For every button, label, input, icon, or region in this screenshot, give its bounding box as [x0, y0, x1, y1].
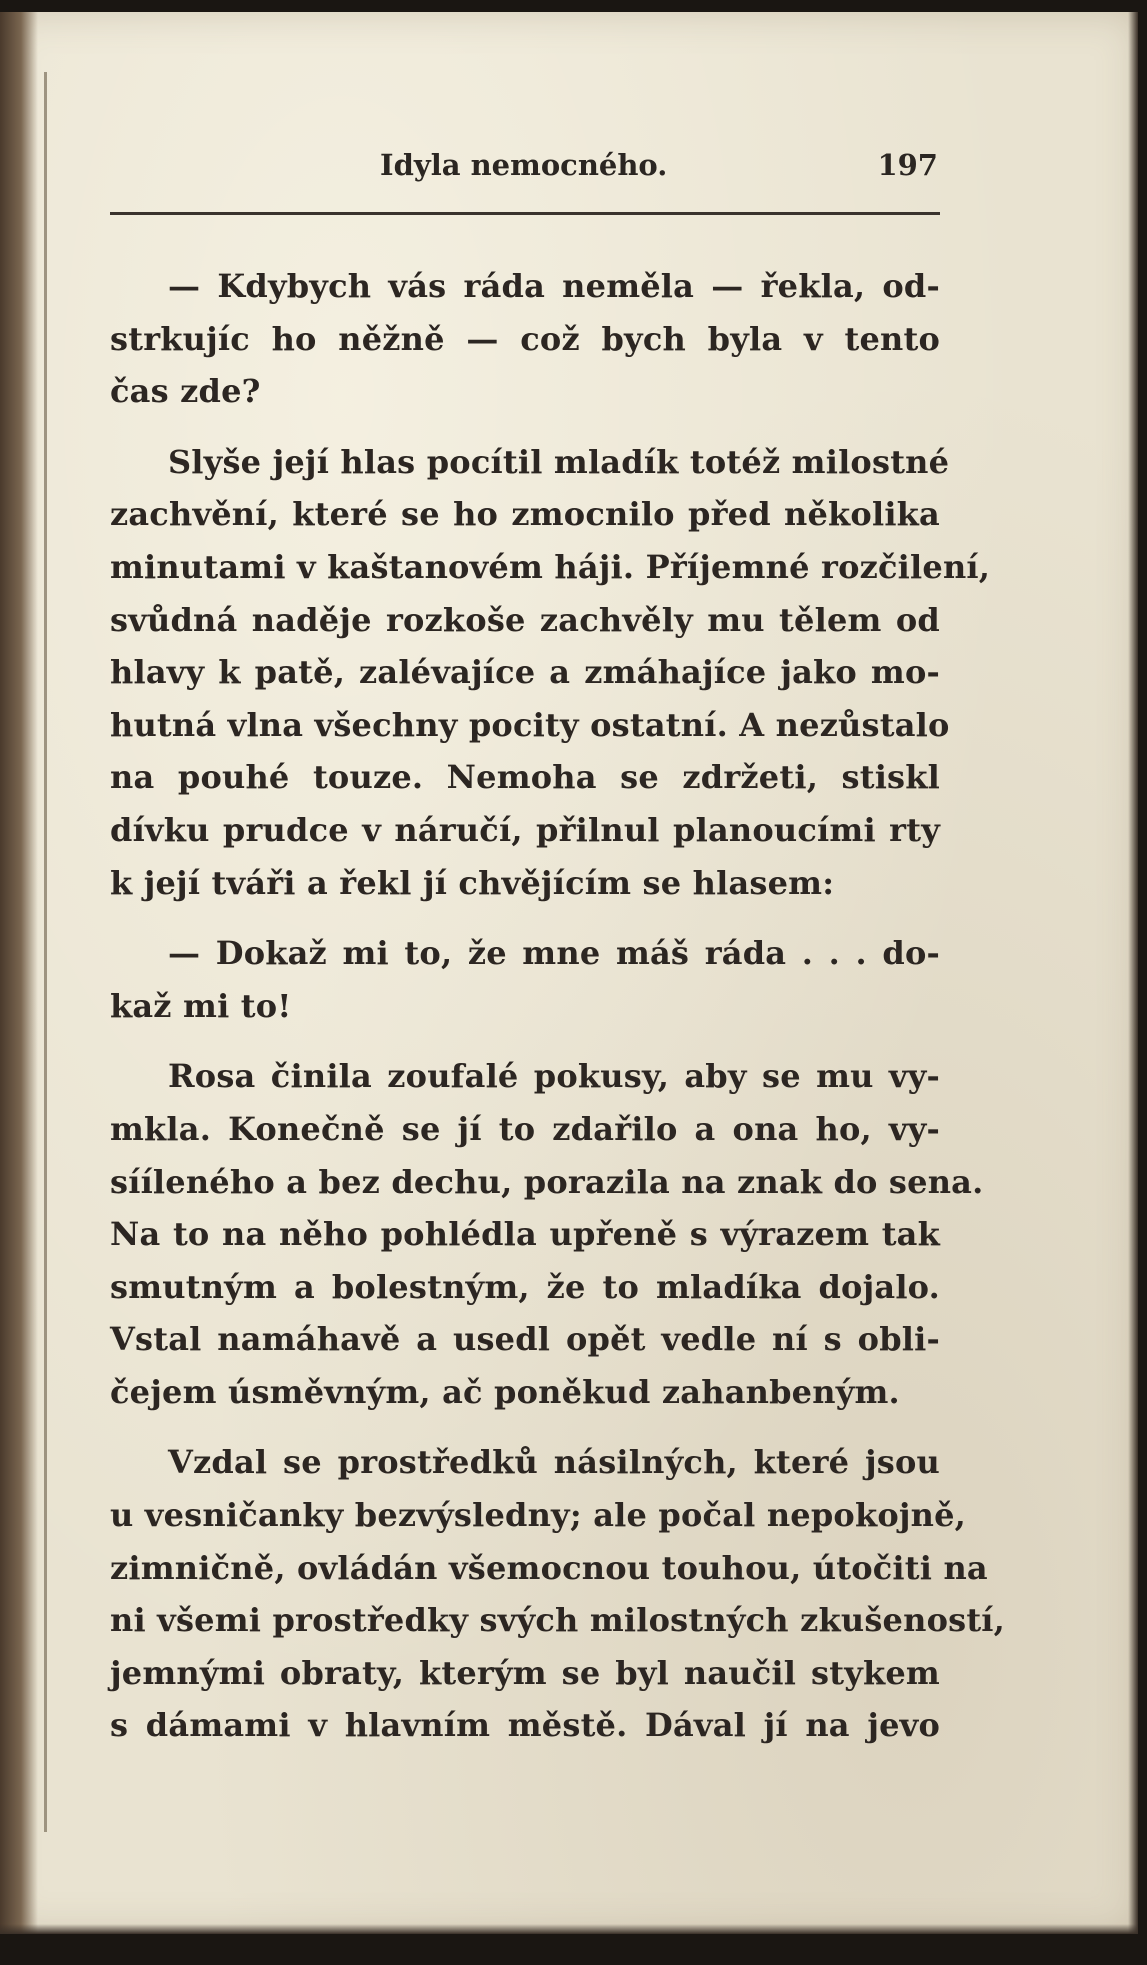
text-line: u vesničanky bezvýsledny; ale počal nepokojně, — [110, 1496, 967, 1535]
text-line: Vstal namáhavě a usedl opět vedle ní s obli- — [110, 1320, 940, 1359]
text-line: s dámami v hlavním městě. Dával jí na jevo — [110, 1706, 940, 1745]
text-line: Na to na něho pohlédla upřeně s výrazem tak — [110, 1215, 940, 1254]
page-right-edge — [1128, 12, 1138, 1934]
header-rule — [110, 212, 940, 215]
text-line: Rosa činila zoufalé pokusy, aby se mu vy- — [168, 1057, 940, 1096]
book-page — [0, 12, 1138, 1934]
text-line: — Dokaž mi to, že mne máš ráda . . . do- — [168, 934, 940, 973]
text-line: minutami v kaštanovém háji. Příjemné rozčilení, — [110, 547, 991, 586]
text-line: svůdná naděje rozkoše zachvěly mu tělem od — [110, 600, 940, 639]
text-line: — Kdybych vás ráda neměla — řekla, od- — [168, 267, 940, 305]
text-line: strkujíc ho něžně — což bych byla v tento — [110, 319, 940, 358]
text-line: hutná vlna všechny pocity ostatní. A nezůstalo — [110, 705, 950, 744]
text-line: zachvění, které se ho zmocnilo před několika — [110, 495, 940, 534]
paragraph-1 — [110, 260, 940, 418]
page-number: 197 — [877, 148, 938, 182]
running-title: Idyla nemocného. — [380, 148, 668, 182]
text-line: na pouhé touze. Nemoha se zdržeti, stiskl — [110, 758, 940, 797]
text-line: sííleného a bez dechu, porazila na znak do sena. — [110, 1162, 984, 1201]
book-spine-shadow — [0, 12, 38, 1934]
text-line: k její tváři a řekl jí chvějícím se hlasem: — [110, 863, 835, 902]
text-line: zimničně, ovládán všemocnou touhou, útočiti na — [110, 1548, 988, 1587]
text-line: mkla. Konečně se jí to zdařilo a ona ho, vy- — [110, 1109, 940, 1148]
gutter-line — [44, 72, 47, 1832]
paragraph-3 — [110, 927, 940, 1032]
paragraph-5 — [110, 1436, 1006, 1752]
text-line: Vzdal se prostředků násilných, které jsou — [168, 1443, 940, 1482]
text-line: ni všemi prostředky svých milostných zkušeností, — [110, 1601, 1006, 1640]
text-line: hlavy k patě, zalévajíce a zmáhajíce jako mo- — [110, 653, 940, 692]
text-line: smutným a bolestným, že to mladíka dojalo. — [110, 1267, 940, 1306]
paragraph-4 — [110, 1050, 984, 1418]
text-line: jemnými obraty, kterým se byl naučil stykem — [110, 1653, 940, 1692]
text-line: čejem úsměvným, ač poněkud zahanbeným. — [110, 1372, 900, 1411]
running-head — [110, 148, 938, 192]
text-line: dívku prudce v náručí, přilnul planoucími rty — [110, 810, 940, 849]
text-line: čas zde? — [110, 372, 261, 411]
paragraph-2 — [110, 436, 991, 909]
text-line: kaž mi to! — [110, 986, 292, 1025]
body-text — [110, 260, 1006, 1770]
page-bottom-edge — [0, 1924, 1138, 1934]
text-line: Slyše její hlas pocítil mladík totéž milostné — [168, 442, 950, 481]
